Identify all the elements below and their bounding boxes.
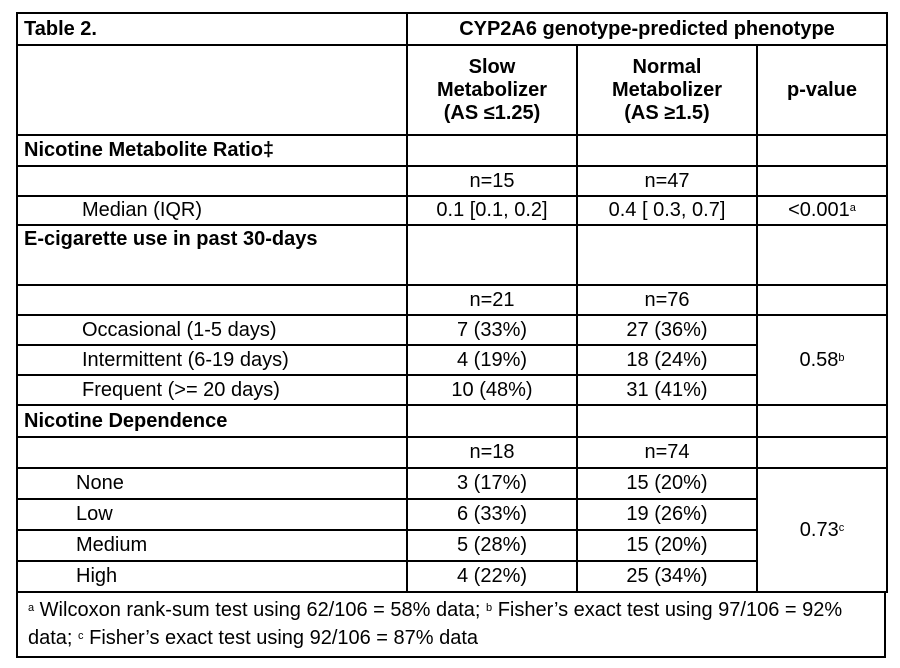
- row-label: Occasional (1-5 days): [17, 315, 407, 345]
- p-value-header: p-value: [757, 45, 887, 135]
- p-value-dep: [757, 468, 887, 592]
- empty-cell: [577, 135, 757, 166]
- slow-header-line-3: (AS ≤1.25): [443, 101, 541, 124]
- empty-cell: [757, 166, 887, 196]
- section-title-nmr: Nicotine Metabolite Ratio‡: [17, 135, 407, 166]
- table-footnote: [16, 593, 886, 658]
- table-row: [17, 561, 887, 592]
- cell-normal: 18 (24%): [577, 345, 757, 375]
- results-table: [16, 12, 888, 593]
- cell-normal: 25 (34%): [577, 561, 757, 592]
- slow-header-line-1: Slow: [468, 55, 516, 78]
- cell-slow: 7 (33%): [407, 315, 577, 345]
- empty-cell: [577, 405, 757, 437]
- cell-slow: 4 (22%): [407, 561, 577, 592]
- row-label: Median (IQR): [17, 196, 407, 225]
- footnote-marker-b: b: [486, 602, 493, 614]
- footnote-marker-a: a: [28, 602, 35, 614]
- table-row: [17, 530, 887, 561]
- table-row: [17, 468, 887, 499]
- table-row: [17, 499, 887, 530]
- n-slow-nmr: n=15: [407, 166, 577, 196]
- empty-cell: [757, 225, 887, 285]
- cell-normal: 0.4 [ 0.3, 0.7]: [577, 196, 757, 225]
- n-normal-dep: n=74: [577, 437, 757, 468]
- n-row-nmr: [17, 166, 887, 196]
- table-row: [17, 196, 887, 225]
- cell-slow: 4 (19%): [407, 345, 577, 375]
- normal-header-line-3: (AS ≥1.5): [624, 101, 710, 124]
- row-label: High: [17, 561, 407, 592]
- footnote-b-text: Fisher’s exact test using 97/106 = 92% data;: [28, 599, 843, 649]
- cell-normal: 15 (20%): [577, 468, 757, 499]
- p-value-footnote-marker: c: [838, 521, 845, 534]
- n-slow-ecig: n=21: [407, 285, 577, 315]
- p-value-nmr: [757, 196, 887, 225]
- empty-cell: [757, 285, 887, 315]
- cell-slow: 0.1 [0.1, 0.2]: [407, 196, 577, 225]
- n-row-dep: [17, 437, 887, 468]
- footnote-marker-c: c: [78, 630, 84, 642]
- empty-cell: [407, 225, 577, 285]
- n-normal-ecig: n=76: [577, 285, 757, 315]
- p-value-text: <0.001: [788, 199, 850, 221]
- table-row: [17, 375, 887, 405]
- p-value-ecig: [757, 315, 887, 405]
- row-label: Frequent (>= 20 days): [17, 375, 407, 405]
- column-header-row: [17, 45, 887, 135]
- cell-slow: 5 (28%): [407, 530, 577, 561]
- slow-metabolizer-header: [407, 45, 577, 135]
- normal-header-line-1: Normal: [632, 55, 702, 78]
- normal-metabolizer-header: [577, 45, 757, 135]
- table-title: Table 2.: [17, 13, 407, 45]
- empty-cell: [757, 135, 887, 166]
- table-row: [17, 345, 887, 375]
- section-title-dep: Nicotine Dependence: [17, 405, 407, 437]
- cell-normal: 19 (26%): [577, 499, 757, 530]
- empty-cell: [17, 285, 407, 315]
- n-row-ecig: [17, 285, 887, 315]
- n-normal-nmr: n=47: [577, 166, 757, 196]
- footnote-a-text: Wilcoxon rank-sum test using 62/106 = 58% data;: [34, 599, 487, 621]
- empty-cell: [17, 437, 407, 468]
- n-slow-dep: n=18: [407, 437, 577, 468]
- cell-slow: 10 (48%): [407, 375, 577, 405]
- slow-header-line-2: Metabolizer: [436, 78, 548, 101]
- empty-cell: [17, 166, 407, 196]
- empty-cell: [757, 405, 887, 437]
- p-value-footnote-marker: b: [838, 351, 845, 364]
- empty-cell: [407, 135, 577, 166]
- empty-cell: [407, 405, 577, 437]
- table-row: [17, 315, 887, 345]
- table-container: [16, 12, 886, 658]
- p-value-text: 0.58: [799, 348, 839, 371]
- row-label: Low: [17, 499, 407, 530]
- phenotype-header: CYP2A6 genotype-predicted phenotype: [407, 13, 887, 45]
- cell-slow: 3 (17%): [407, 468, 577, 499]
- section-row-nmr: [17, 135, 887, 166]
- section-row-ecig: [17, 225, 887, 285]
- cell-slow: 6 (33%): [407, 499, 577, 530]
- row-label: None: [17, 468, 407, 499]
- p-value-text: 0.73: [799, 518, 839, 541]
- footnote-c-text: Fisher’s exact test using 92/106 = 87% data: [83, 627, 479, 649]
- normal-header-line-2: Metabolizer: [611, 78, 723, 101]
- cell-normal: 15 (20%): [577, 530, 757, 561]
- empty-header-cell: [17, 45, 407, 135]
- p-value-footnote-marker: a: [849, 202, 856, 214]
- row-label: Medium: [17, 530, 407, 561]
- cell-normal: 27 (36%): [577, 315, 757, 345]
- row-label: Intermittent (6-19 days): [17, 345, 407, 375]
- empty-cell: [577, 225, 757, 285]
- section-title-ecig: E-cigarette use in past 30-days: [17, 225, 407, 285]
- section-row-dep: [17, 405, 887, 437]
- table-header-row: [17, 13, 887, 45]
- empty-cell: [757, 437, 887, 468]
- cell-normal: 31 (41%): [577, 375, 757, 405]
